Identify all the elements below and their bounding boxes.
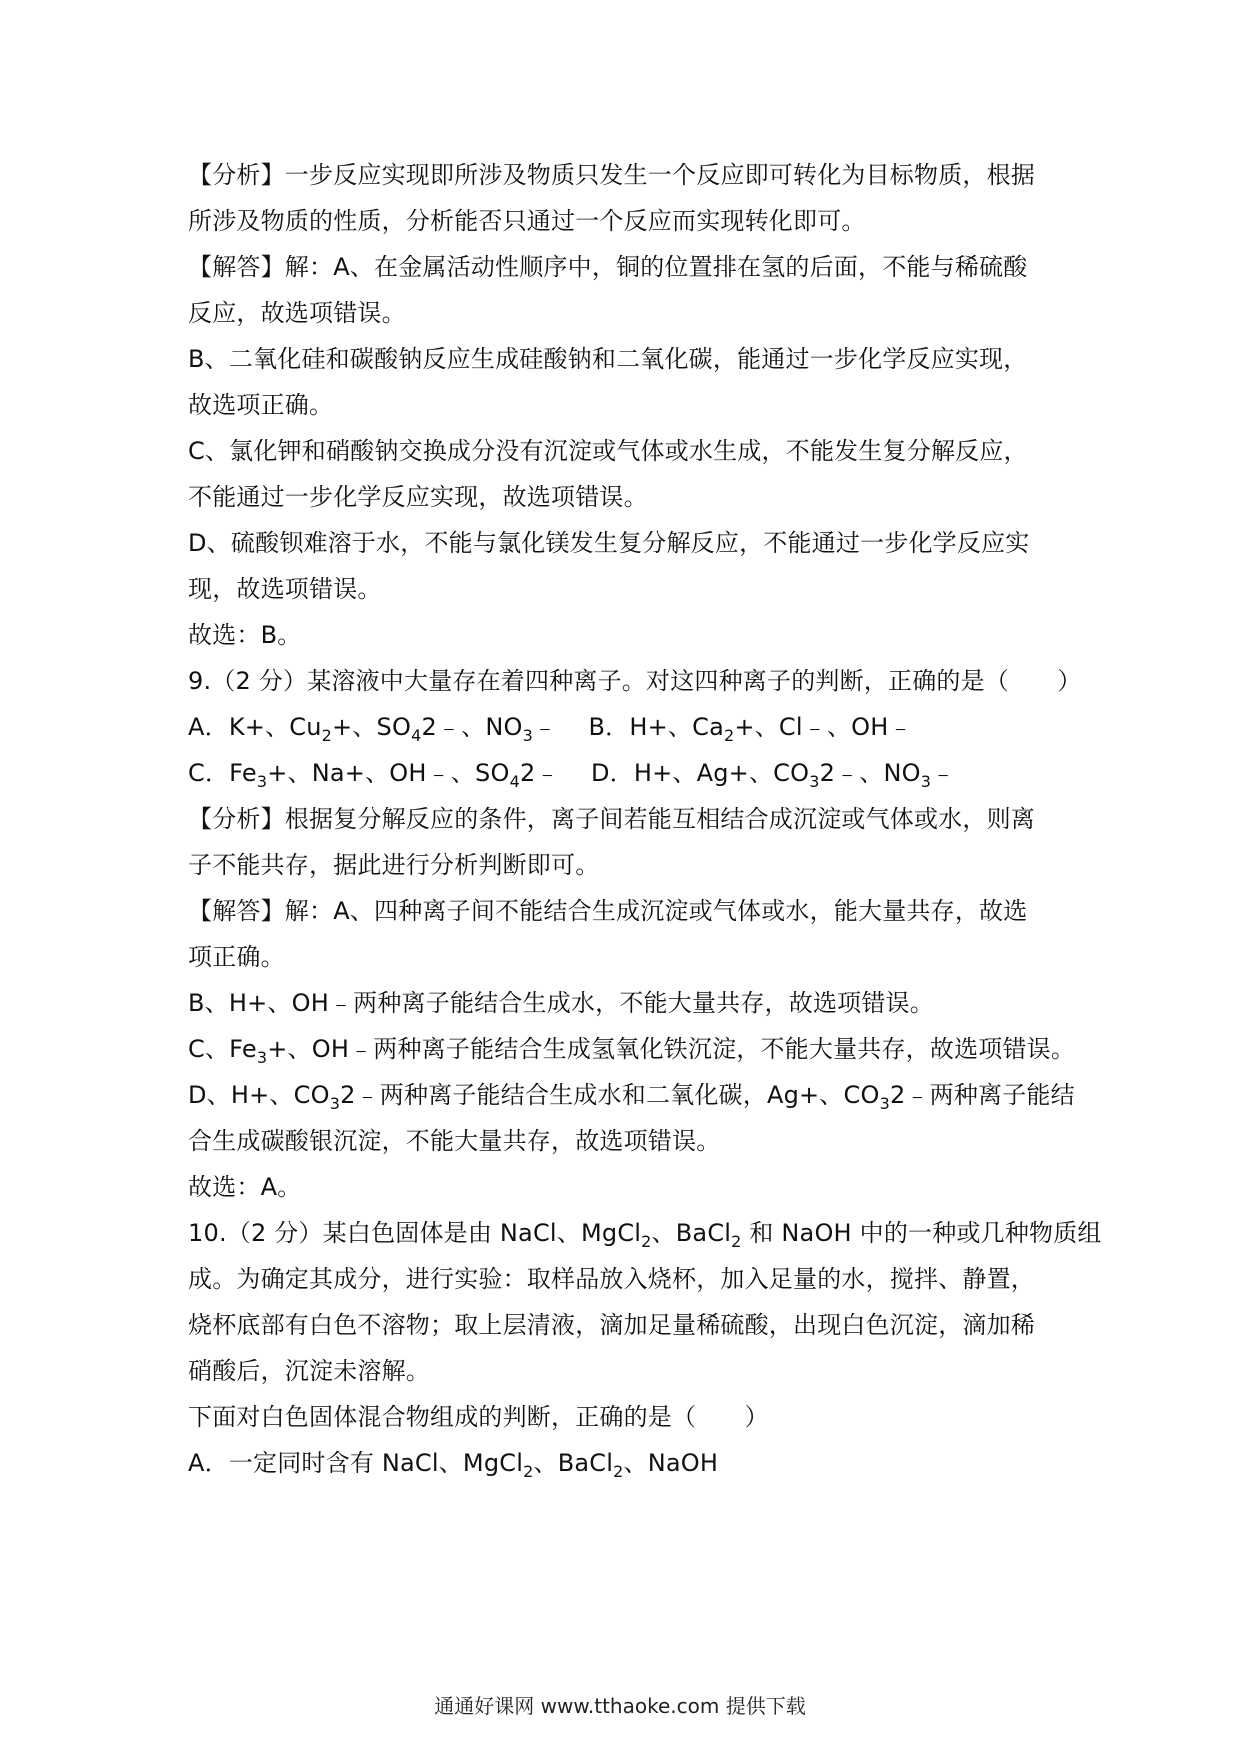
q8-answer-line-1: 【解答】解：A、在金属活动性顺序中，铜的位置排在氢的后面，不能与稀硫酸 bbox=[188, 253, 1028, 281]
q9-option-a: A．K+、$Cu_2+$、$SO_42﹣$、$NO_3﹣$ bbox=[188, 713, 558, 745]
q9-answer-line-1: 【解答】解：A、四种离子间不能结合生成沉淀或气体或水，能大量共存，故选 bbox=[188, 897, 1028, 925]
page-footer: 通通好课网 www.tthaoke.com 提供下载 bbox=[434, 1694, 806, 1718]
q9-option-c-explanation: C、$Fe_3+$、OH﹣两种离子能结合生成氢氧化铁沉淀，不能大量共存，故选项错误。 bbox=[188, 1035, 1076, 1067]
q8-analysis-line-1: 【分析】一步反应实现即所涉及物质只发生一个反应即可转化为目标物质，根据 bbox=[188, 161, 1035, 189]
q10-stem-line-4: 硝酸后，沉淀未溶解。 bbox=[188, 1357, 430, 1385]
q9-stem: 9.（2 分）某溶液中大量存在着四种离子。对这四种离子的判断，正确的是（ ） bbox=[188, 667, 1082, 695]
q10-option-a: A．一定同时含有 NaCl、MgCl$_2$、BaCl$_2$、NaOH bbox=[188, 1449, 719, 1481]
q10-question: 下面对白色固体混合物组成的判断，正确的是（ ） bbox=[188, 1403, 769, 1431]
q8-option-c-line-1: C、氯化钾和硝酸钠交换成分没有沉淀或气体或水生成，不能发生复分解反应， bbox=[188, 437, 1028, 465]
q8-option-c-line-2: 不能通过一步化学反应实现，故选项错误。 bbox=[188, 483, 648, 511]
q10-stem-line-2: 成。为确定其成分，进行实验：取样品放入烧杯，加入足量的水，搅拌、静置， bbox=[188, 1265, 1035, 1293]
q9-choice: 故选：A。 bbox=[188, 1173, 302, 1201]
q9-option-c: C．$Fe_3+$、Na+、OH﹣、$SO_42﹣$ bbox=[188, 759, 560, 791]
q9-options-ab bbox=[188, 704, 1068, 750]
q9-options-cd bbox=[188, 750, 1068, 796]
q9-option-d: D．H+、Ag+、$CO_32﹣$、$NO_3﹣$ bbox=[590, 759, 956, 791]
page-content bbox=[188, 152, 1102, 1486]
q8-option-d-line-1: D、硫酸钡难溶于水，不能与氯化镁发生复分解反应，不能通过一步化学反应实 bbox=[188, 529, 1030, 557]
q8-option-b-line-1: B、二氧化硅和碳酸钠反应生成硅酸钠和二氧化碳，能通过一步化学反应实现， bbox=[188, 345, 1028, 373]
q8-option-d-line-2: 现，故选项错误。 bbox=[188, 575, 382, 603]
q9-answer-line-2: 项正确。 bbox=[188, 943, 285, 971]
q9-analysis-line-1: 【分析】根据复分解反应的条件，离子间若能互相结合成沉淀或气体或水，则离 bbox=[188, 805, 1035, 833]
q9-option-b-explanation: B、H+、OH﹣两种离子能结合生成水，不能大量共存，故选项错误。 bbox=[188, 989, 934, 1017]
q8-option-b-line-2: 故选项正确。 bbox=[188, 391, 334, 419]
q9-option-d-explanation-line-2: 合生成碳酸银沉淀，不能大量共存，故选项错误。 bbox=[188, 1127, 721, 1155]
q10-stem-line-3: 烧杯底部有白色不溶物；取上层清液，滴加足量稀硫酸，出现白色沉淀，滴加稀 bbox=[188, 1311, 1035, 1339]
q8-choice: 故选：B。 bbox=[188, 621, 302, 649]
q8-answer-line-2: 反应，故选项错误。 bbox=[188, 299, 406, 327]
q9-option-d-explanation-line-1: D、H+、$CO_32﹣$两种离子能结合生成水和二氧化碳，Ag+、$CO_32﹣$两种离子能结 bbox=[188, 1081, 1075, 1113]
q10-stem-line-1: 10.（2 分）某白色固体是由 NaCl、MgCl$_2$、BaCl$_2$ 和 NaOH 中的一种或几种物质组 bbox=[188, 1219, 1102, 1251]
q8-analysis-line-2: 所涉及物质的性质，分析能否只通过一个反应而实现转化即可。 bbox=[188, 207, 866, 235]
q9-option-b: B．H+、$Ca_2+$、Cl﹣、OH﹣ bbox=[588, 713, 913, 745]
q9-analysis-line-2: 子不能共存，据此进行分析判断即可。 bbox=[188, 851, 600, 879]
